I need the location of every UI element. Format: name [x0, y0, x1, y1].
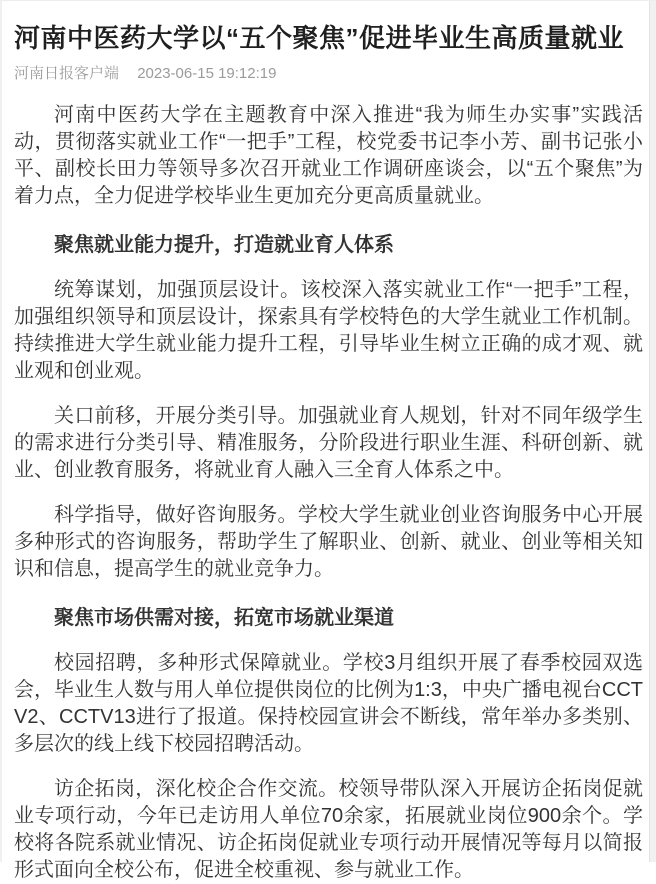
paragraph-enterprise-visits: 访企拓岗，深化校企合作交流。校领导带队深入开展访企拓岗促就业专项行动，今年已走访用人单位70余家，拓展就业岗位900余个。学校将各院系就业情况、访企拓岗促就业专项行动开展情况等每月以简报形式面向全校公布，促进全校重视、参与就业工作。: [14, 778, 643, 881]
paragraph-consulting-service: 科学指导，做好咨询服务。学校大学生就业创业咨询服务中心开展多种形式的咨询服务，帮助学生了解职业、创新、就业、创业等相关知识和信息，提高学生的就业竞争力。: [14, 504, 643, 580]
article-container: [0, 21, 656, 884]
section-heading-market-channels: 聚焦市场供需对接，拓宽市场就业渠道: [54, 607, 394, 629]
paragraph-intro: 河南中医药大学在主题教育中深入推进“我为师生办实事”实践活动，贯彻落实就业工作“一把手”工程，校党委书记李小芳、副书记张小平、副校长田力等领导多次召开就业工作调研座谈会，以“五个聚焦”为着力点，全力促进学校毕业生更加充分更高质量就业。: [14, 104, 643, 207]
article-source: 河南日报客户端: [14, 65, 120, 82]
page-left-edge: [0, 1, 2, 862]
article-meta: [14, 64, 643, 84]
section-heading-employability: 聚焦就业能力提升，打造就业育人体系: [54, 234, 394, 256]
paragraph-top-level-design: 统筹谋划，加强顶层设计。该校深入落实就业工作“一把手”工程，加强组织领导和顶层设计，探索具有学校特色的大学生就业工作机制。持续推进大学生就业能力提升工程，引导毕业生树立正确的成才观、就业观和创业观。: [14, 279, 643, 382]
publish-datetime: 2023-06-15 19:12:19: [137, 65, 277, 82]
article-title: 河南中医药大学以“五个聚焦”促进毕业生高质量就业: [14, 23, 625, 53]
paragraph-classified-guidance: 关口前移，开展分类引导。加强就业育人规划，针对不同年级学生的需求进行分类引导、精准服务，分阶段进行职业生涯、科研创新、就业、创业教育服务，将就业育人融入三全育人体系之中。: [14, 405, 643, 481]
scrollbar-track[interactable]: [649, 1, 656, 862]
paragraph-campus-recruitment: 校园招聘，多种形式保障就业。学校3月组织开展了春季校园双选会，毕业生人数与用人单位提供岗位的比例为1:3，中央广播电视台CCTV2、CCTV13进行了报道。保持校园宣讲会不断线，常年举办多类别、多层次的线上线下校园招聘活动。: [14, 652, 643, 755]
